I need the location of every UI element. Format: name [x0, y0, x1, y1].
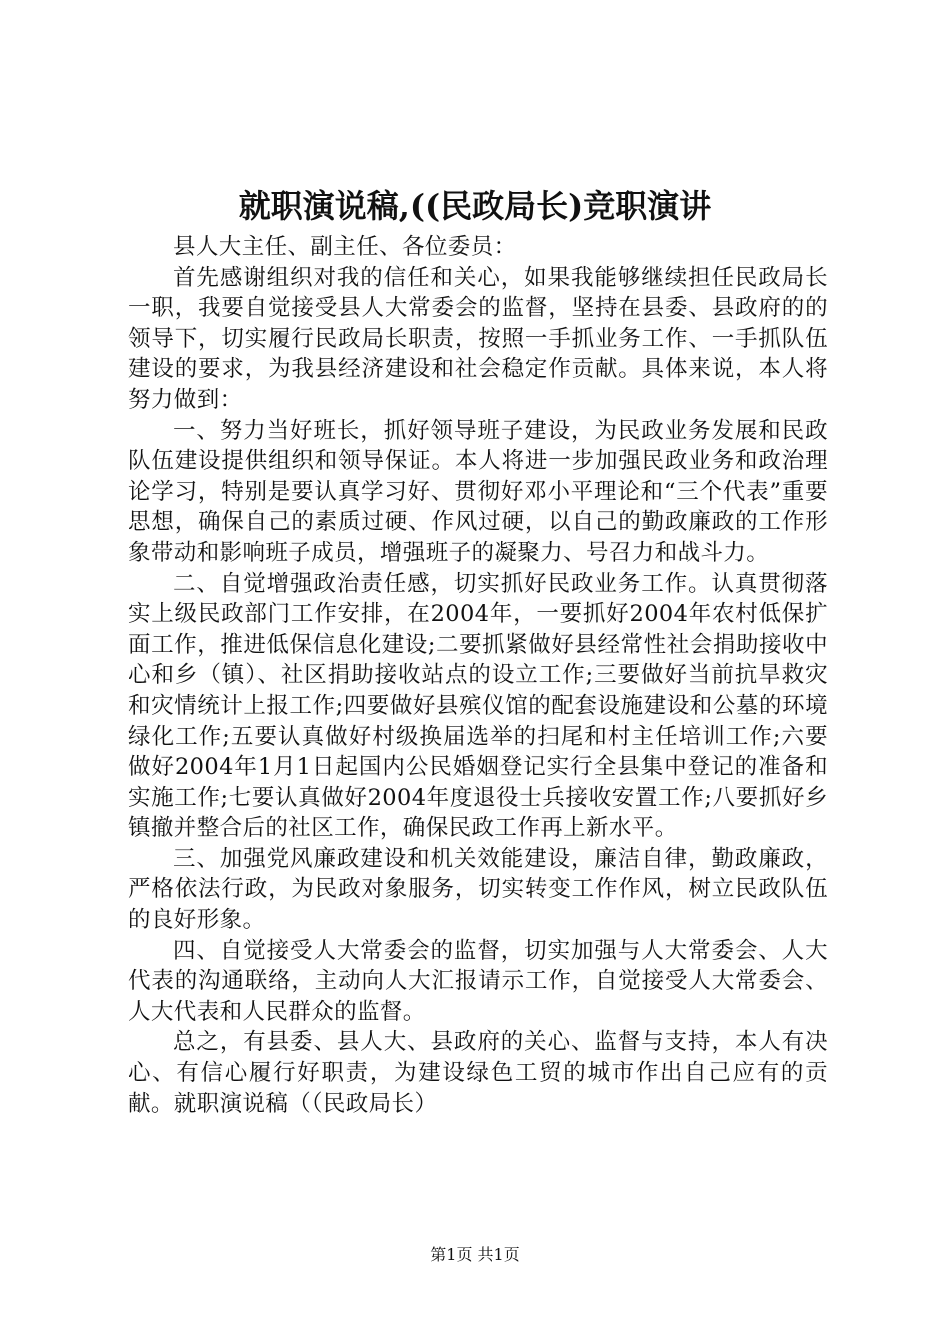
paragraph-point-three: 三、加强党风廉政建设和机关效能建设，廉洁自律，勤政廉政，严格依法行政，为民政对象服务，切实转变工作作风，树立民政队伍的良好形象。 — [128, 845, 828, 934]
document-title: 就职演说稿,((民政局长)竞职演讲 — [238, 187, 712, 225]
document-body — [128, 232, 828, 1119]
paragraph-point-two: 二、自觉增强政治责任感，切实抓好民政业务工作。认真贯彻落实上级民政部门工作安排，在2004年，一要抓好2004年农村低保扩面工作，推进低保信息化建设;二要抓紧做好县经常性社会捐助接收中心和乡（镇）、社区捐助接收站点的设立工作;三要做好当前抗旱救灾和灾情统计上报工作;四要做好县殡仪馆的配套设施建设和公墓的环境绿化工作;五要认真做好村级换届选举的扫尾和村主任培训工作;六要做好2004年1月1日起国内公民婚姻登记实行全县集中登记的准备和实施工作;七要认真做好2004年度退役士兵接收安置工作;八要抓好乡镇撤并整合后的社区工作，确保民政工作再上新水平。 — [128, 570, 828, 842]
paragraph-point-one: 一、努力当好班长，抓好领导班子建设，为民政业务发展和民政队伍建设提供组织和领导保证。本人将进一步加强民政业务和政治理论学习，特别是要认真学习好、贯彻好邓小平理论和“三个代表”重要思想，确保自己的素质过硬、作风过硬，以自己的勤政廉政的工作形象带动和影响班子成员，增强班子的凝聚力、号召力和战斗力。 — [128, 417, 828, 566]
paragraph-salutation: 县人大主任、副主任、各位委员： — [173, 234, 517, 260]
paragraph-point-four: 四、自觉接受人大常委会的监督，切实加强与人大常委会、人大代表的沟通联络，主动向人大汇报请示工作，自觉接受人大常委会、人大代表和人民群众的监督。 — [128, 937, 828, 1025]
page-number: 第1页 共1页 — [430, 1245, 520, 1264]
paragraph-conclusion: 总之，有县委、县人大、县政府的关心、监督与支持，本人有决心、有信心履行好职责，为建设绿色工贸的城市作出自己应有的贡献。就职演说稿（（民政局长） — [128, 1029, 828, 1117]
paragraph-intro: 首先感谢组织对我的信任和关心，如果我能够继续担任民政局长一职，我要自觉接受县人大常委会的监督，坚持在县委、县政府的的领导下，切实履行民政局长职责，按照一手抓业务工作、一手抓队伍建设的要求，为我县经济建设和社会稳定作贡献。具体来说，本人将努力做到： — [128, 264, 828, 413]
